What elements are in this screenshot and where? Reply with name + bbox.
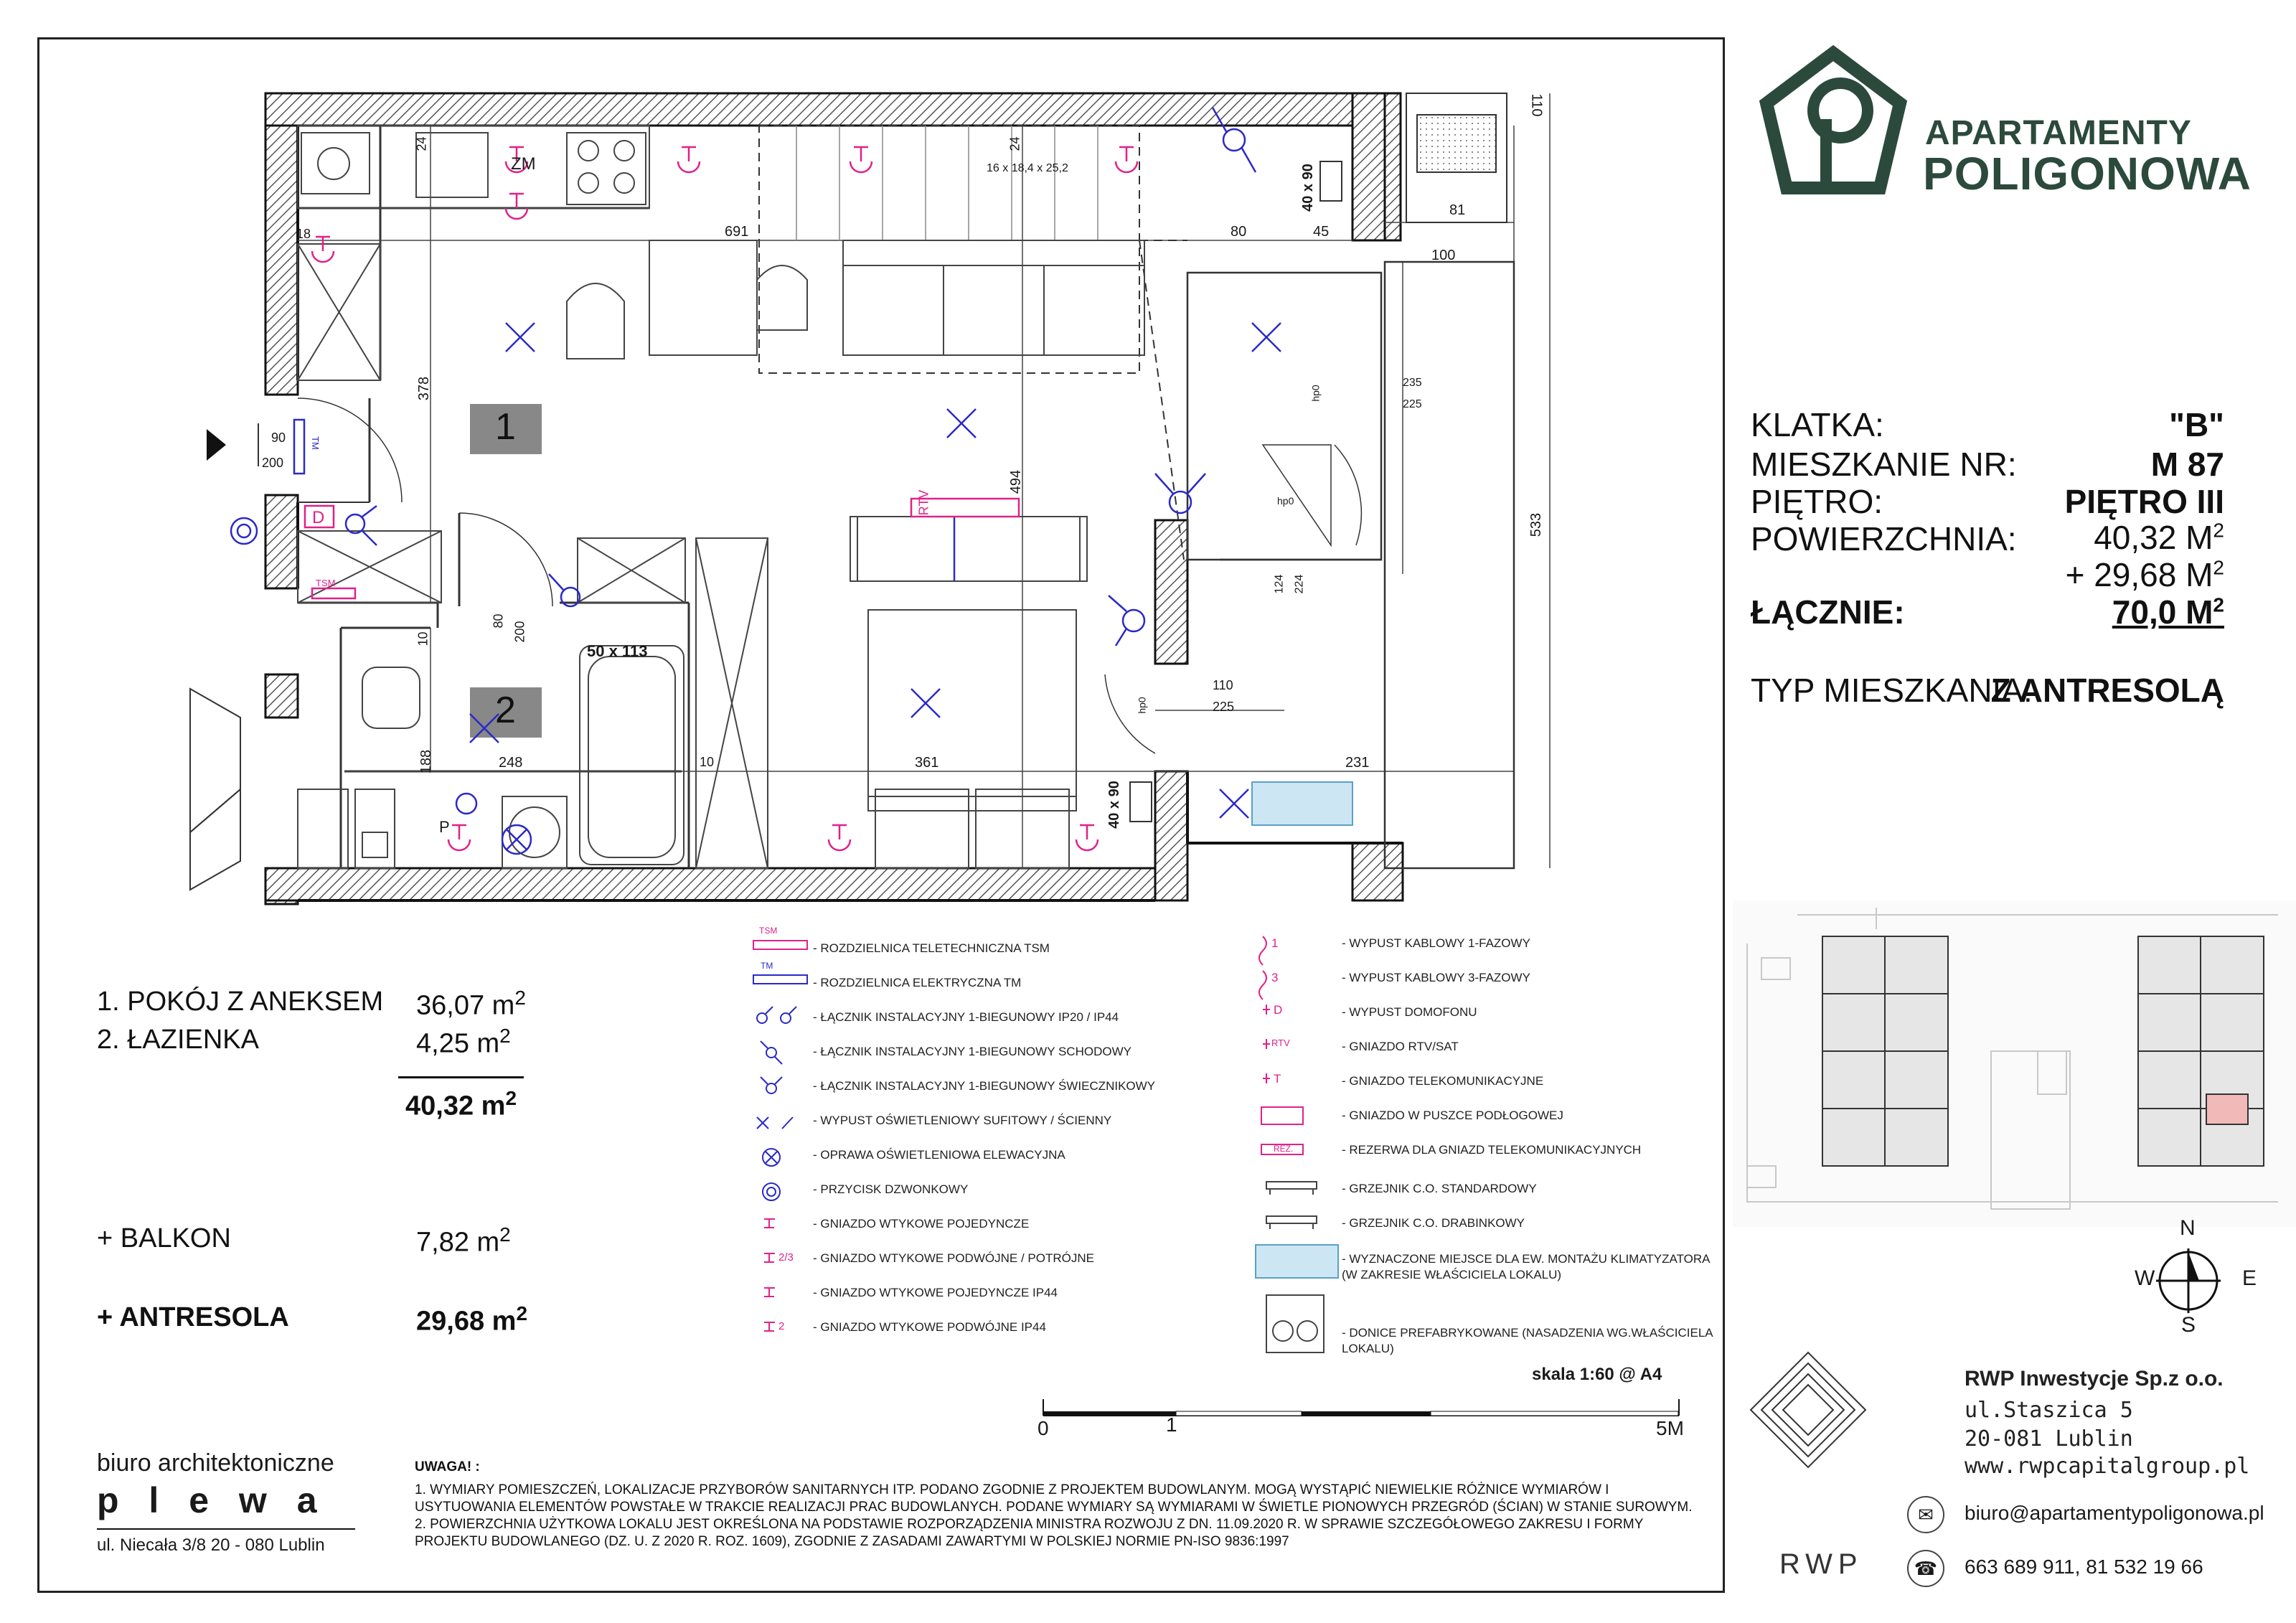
legend-icons-right: [1248, 929, 1349, 1374]
dim-24-mid: 24: [1007, 136, 1022, 151]
architect-divider: [97, 1528, 355, 1530]
dim-224: 224: [1293, 574, 1306, 594]
dim-225-a: 225: [1403, 398, 1422, 410]
legend-item: - OPRAWA OŚWIETLENIOWA ELEWACYJNA: [813, 1148, 1065, 1162]
powierzchnia-label: POWIERZCHNIA:: [1751, 520, 2017, 558]
legend-item: - DONICE PREFABRYKOWANE (NASADZENIA WG.WŁAŚCICIELA: [1342, 1326, 1713, 1340]
company-web: www.rwpcapitalgroup.pl: [1965, 1454, 2250, 1479]
dim-18: 18: [296, 227, 311, 241]
notes-line: 1. WYMIARY POMIESZCZEŃ, LOKALIZACJE PRZYBORÓW SANITARNYCH ITP. PODANO ZGODNIE Z PROJEKTEM BUDOWLANYM. MOGĄ WYSTĄPIĆ NIEWIELKIE RÓŻNICE WYMIARÓW I: [415, 1482, 1609, 1497]
rwp-logo-icon: [1744, 1345, 1873, 1474]
legend-item: - WYPUST OŚWIETLENIOWY SUFITOWY / ŚCIENNY: [813, 1114, 1112, 1127]
dim-691: 691: [725, 224, 749, 240]
legend-item: - REZERWA DLA GNIAZD TELEKOMUNIKACYJNYCH: [1342, 1143, 1642, 1157]
dim-110: 110: [1213, 678, 1233, 692]
dim-45: 45: [1313, 224, 1330, 240]
dim-110-vertical: 110: [1528, 93, 1545, 117]
ac-zone: [1252, 782, 1352, 825]
scale-tick-1: 1: [1166, 1413, 1177, 1436]
dim-24-left: 24: [414, 136, 429, 151]
room-total: 40,32 $m^2$: [405, 1087, 517, 1121]
room1-name: 1. POKÓJ Z ANEKSEM: [97, 987, 384, 1017]
mieszkanie-label: MIESZKANIE NR:: [1751, 446, 2017, 483]
typ-value: Z ANTRESOLĄ: [1990, 672, 2224, 709]
company-name: RWP Inwestycje Sp.z o.o.: [1965, 1367, 2224, 1391]
entrance-arrow: [207, 429, 226, 461]
notes-line: USYTUOWANIA ELEMENTÓW POWSTAŁE W TRAKCIE REALIZACJI PRAC BUDOWLANYCH. PODANE WYMIARY SĄ WYMIARAMI W ŚWIETLE PIONOWYCH PRZEGRÓD (ŚCIAN) W STANIE SUROWYM.: [415, 1500, 1693, 1515]
walls: [265, 93, 1403, 904]
radiator-size-top: 40 x 90: [1299, 164, 1316, 212]
room1-area: 36,07 $m^2$: [416, 987, 526, 1021]
compass-e: E: [2242, 1266, 2257, 1290]
legend-icon-2: 2: [778, 1320, 785, 1332]
room-total-divider: [398, 1076, 524, 1078]
radiators: [1130, 161, 1342, 822]
legend-item: - ŁĄCZNIK INSTALACYJNY 1-BIEGUNOWY ŚWIECZNIKOWY: [813, 1079, 1156, 1093]
dim-81: 81: [1449, 202, 1466, 218]
legend-icon-23: 2/3: [778, 1251, 794, 1264]
architect-line2: p l e w a: [97, 1480, 327, 1520]
legend-item: - ROZDZIELNICA ELEKTRYCZNA TM: [813, 976, 1022, 989]
dim-231: 231: [1345, 755, 1370, 771]
radiator-size-bottom: 40 x 90: [1106, 781, 1122, 829]
legend-item: - PRZYCISK DZWONKOWY: [813, 1182, 969, 1196]
door-200-a: 200: [262, 456, 284, 470]
legend-icon-rtv: RTV: [1271, 1038, 1290, 1048]
dim-80: 80: [1231, 224, 1247, 240]
stair-treads: [796, 126, 1098, 240]
dim-494: 494: [1008, 469, 1025, 494]
legend-icon-3: 3: [1271, 971, 1279, 984]
compass-w: W: [2135, 1266, 2155, 1290]
bed: [850, 517, 1087, 868]
lacznie-value: 70,0 $M^2$: [2112, 593, 2224, 631]
scale-bar: [1033, 1396, 1693, 1424]
legend-item: - GNIAZDO WTYKOWE PODWÓJNE IP44: [813, 1320, 1046, 1334]
brand-name-line2: POLIGONOWA: [1923, 148, 2252, 199]
outlet-icons: [305, 147, 1137, 850]
architect-line3: ul. Niecała 3/8 20 - 080 Lublin: [97, 1535, 325, 1555]
legend-item: LOKALU): [1342, 1342, 1394, 1355]
klatka-value: "B": [2169, 406, 2224, 443]
stairs: [759, 126, 1187, 560]
klatka-label: KLATKA:: [1751, 406, 1884, 443]
hp0-a: hp0: [1309, 385, 1322, 402]
balcony: [1187, 262, 1514, 868]
dim-378: 378: [416, 376, 433, 401]
sofa: [843, 240, 1144, 355]
typ-label: TYP MIESZKANIA:: [1751, 672, 2033, 709]
dim-10-a: 10: [415, 631, 430, 646]
powierzchnia-extra: + 29,68 $M^2$: [2065, 556, 2224, 593]
legend-item: - GNIAZDO WTYKOWE POJEDYNCZE: [813, 1217, 1030, 1231]
legend-icon-t: T: [1274, 1072, 1281, 1086]
legend-item: - WYPUST KABLOWY 1-FAZOWY: [1342, 936, 1530, 950]
balkon-name: + BALKON: [97, 1223, 231, 1253]
architect-line1: biuro architektoniczne: [97, 1449, 334, 1477]
scale-tick-5: 5M: [1656, 1417, 1684, 1439]
balkon-area: 7,82 $m^2$: [416, 1223, 511, 1258]
door-200-b: 200: [512, 621, 527, 643]
room2-number: 2: [495, 690, 516, 731]
compass-s: S: [2181, 1313, 2196, 1337]
legend-icons-left: [739, 929, 825, 1345]
stairs-label: 16 x 18,4 x 25,2: [987, 162, 1068, 174]
dim-10-b: 10: [700, 755, 715, 769]
company-city: 20-081 Lublin: [1965, 1426, 2133, 1452]
intercom-marker: D: [312, 508, 325, 527]
pietro-value: PIĘTRO III: [2064, 483, 2224, 520]
legend-item: - ŁĄCZNIK INSTALACYJNY 1-BIEGUNOWY IP20 / IP44: [813, 1010, 1119, 1024]
room2-name: 2. ŁAZIENKA: [97, 1025, 259, 1055]
legend-item: - GRZEJNIK C.O. DRABINKOWY: [1342, 1216, 1525, 1230]
scale-tick-0: 0: [1038, 1417, 1049, 1439]
rwp-logo-text: RWP: [1779, 1548, 1863, 1580]
tub-size: 50 x 113: [587, 642, 648, 660]
dim-188: 188: [418, 749, 435, 774]
dim-361: 361: [915, 755, 939, 771]
tm-marker: TM: [309, 436, 321, 450]
legend-item: - ŁĄCZNIK INSTALACYJNY 1-BIEGUNOWY SCHODOWY: [813, 1045, 1131, 1058]
legend-icon-tm: TM: [761, 961, 773, 971]
email-icon: ✉: [1907, 1496, 1944, 1533]
legend-item: - GNIAZDO WTYKOWE PODWÓJNE / POTRÓJNE: [813, 1251, 1094, 1265]
legend-item: - GNIAZDO WTYKOWE POJEDYNCZE IP44: [813, 1286, 1058, 1299]
antresola-area: 29,68 $m^2$: [416, 1302, 528, 1337]
compass-n: N: [2180, 1216, 2196, 1240]
switch-icons: [231, 108, 1256, 854]
zm-label: ZM: [511, 154, 536, 174]
rtv-marker: RTV: [916, 489, 931, 516]
legend-item: - WYZNACZONE MIEJSCE DLA EW. MONTAŻU KLIMATYZATORA: [1342, 1252, 1711, 1266]
phone-icon: ☎: [1907, 1550, 1944, 1587]
notes-title: UWAGA! :: [415, 1459, 480, 1474]
door-80: 80: [491, 613, 506, 629]
legend-item: - WYPUST KABLOWY 3-FAZOWY: [1342, 971, 1530, 984]
door-90: 90: [271, 431, 286, 445]
lacznie-label: ŁĄCZNIE:: [1751, 593, 1905, 631]
dim-124: 124: [1273, 574, 1286, 594]
company-phone[interactable]: 663 689 911, 81 532 19 66: [1965, 1556, 2203, 1578]
legend-icon-tsm: TSM: [759, 926, 778, 936]
legend-item: - GNIAZDO TELEKOMUNIKACYJNE: [1342, 1074, 1544, 1088]
site-plan-map: [1733, 900, 2296, 1227]
company-street: ul.Staszica 5: [1965, 1398, 2133, 1423]
legend-icon-rez: REZ.: [1274, 1144, 1294, 1154]
kitchen: [298, 126, 807, 380]
mieszkanie-value: M 87: [2150, 446, 2224, 483]
legend-icon-d: D: [1274, 1003, 1283, 1017]
legend-item: - GNIAZDO RTV/SAT: [1342, 1040, 1459, 1053]
dim-533: 533: [1528, 512, 1545, 537]
powierzchnia-value: 40,32 $M^2$: [2094, 519, 2224, 556]
legend-icon-1: 1: [1271, 936, 1279, 950]
tsm-marker: TSM: [316, 578, 336, 588]
hp0-c: hp0: [1136, 697, 1148, 714]
notes-line: 2. POWIERZCHNIA UŻYTKOWA LOKALU JEST OKREŚLONA NA PODSTAWIE ROZPORZĄDZENIA MINISTRA ROZWOJU Z DN. 11.09.2020 R. W SPRAWIE SZCZEGÓŁOWEGO ZAKRESU I FORMY: [415, 1517, 1644, 1532]
scale-label: skala 1:60 @ A4: [1532, 1365, 1662, 1384]
legend-item: - WYPUST DOMOFONU: [1342, 1005, 1477, 1019]
room2-area: 4,25 $m^2$: [416, 1025, 511, 1059]
dim-235: 235: [1403, 377, 1422, 389]
dim-225-b: 225: [1213, 700, 1235, 714]
brand-logo: [1751, 40, 1916, 205]
dim-248: 248: [499, 755, 523, 771]
legend-item: - GNIAZDO W PUSZCE PODŁOGOWEJ: [1342, 1109, 1563, 1122]
brand-name-line1: APARTAMENTY: [1925, 114, 2192, 152]
dim-100: 100: [1431, 248, 1456, 263]
tm-box: [294, 420, 304, 474]
company-email[interactable]: biuro@apartamentypoligonowa.pl: [1965, 1502, 2264, 1524]
antresola-name: + ANTRESOLA: [97, 1302, 289, 1332]
legend-item: (W ZAKRESIE WŁAŚCICIELA LOKALU): [1342, 1268, 1562, 1281]
room1-number: 1: [495, 406, 516, 448]
legend-item: - GRZEJNIK C.O. STANDARDOWY: [1342, 1182, 1537, 1195]
notes-line: PROJEKTU BUDOWLANEGO (DZ. U. Z 2020 R. ROZ. 1609), ZGODNIE Z ZASADAMI ZAWARTYMI W POLSKIEJ NORMIE PN-ISO 9836:1997: [415, 1534, 1289, 1549]
partitions: [298, 126, 689, 868]
legend-item: - ROZDZIELNICA TELETECHNICZNA TSM: [813, 941, 1050, 955]
hp0-b: hp0: [1277, 495, 1294, 507]
p-marker: P: [439, 818, 450, 836]
pietro-label: PIĘTRO:: [1751, 483, 1883, 520]
